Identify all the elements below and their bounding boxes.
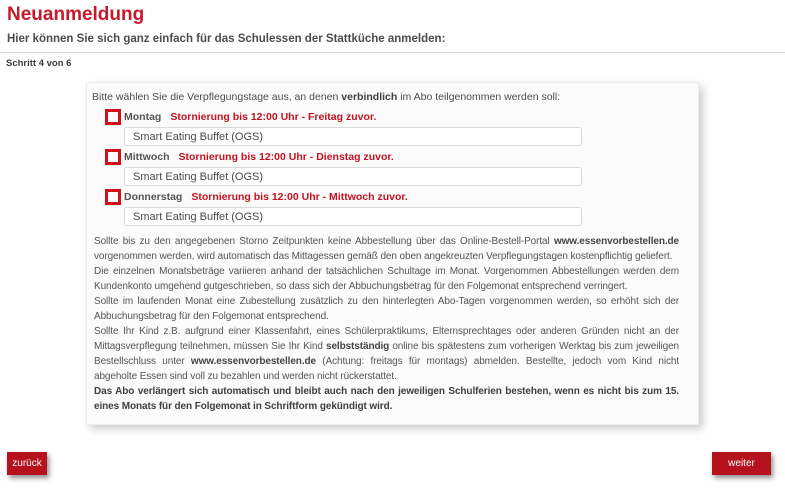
header-divider — [0, 52, 785, 53]
day-checkbox[interactable] — [105, 189, 121, 205]
day-row — [105, 109, 689, 146]
intro-post: im Abo teilgenommen werden soll: — [397, 91, 561, 103]
back-button[interactable]: zurück — [7, 452, 47, 475]
registration-form-box — [86, 82, 699, 425]
day-label: Mittwoch — [124, 151, 170, 163]
cancellation-note: Stornierung bis 12:00 Uhr - Mittwoch zuvor. — [191, 191, 408, 203]
day-checkbox[interactable] — [105, 149, 121, 165]
paragraph-segment: Das Abo verlängert sich automatisch und bleibt auch nach den jeweiligen Schulferien bestehen, wenn es nicht bis zum 15. eines Monats für den Folgemonat in Schriftform gekündigt wird. — [94, 386, 679, 412]
portal-url-bold: www.essenvorbestellen.de — [190, 356, 316, 367]
day-checkbox[interactable] — [105, 109, 121, 125]
paragraph-segment: online bis spätestens zum vorherigen Werktag bis zum jeweiligen Bestellschluss unter — [94, 341, 679, 367]
paragraph — [94, 324, 679, 384]
day-row — [105, 189, 689, 226]
paragraph-segment: Sollte Ihr Kind z.B. aufgrund einer Klassenfahrt, eines Schülerpraktikums, Elternsprechtages oder anderen Gründen nicht an der Mittagsverpflegung teilnehmen, müssen Sie Ihr Kind — [94, 326, 679, 352]
page-title: Neuanmeldung — [7, 4, 145, 25]
paragraph — [94, 264, 679, 294]
meal-input[interactable] — [124, 167, 582, 186]
step-indicator: Schritt 4 von 6 — [6, 58, 72, 69]
paragraph — [94, 234, 679, 264]
next-button[interactable]: weiter — [712, 452, 771, 475]
portal-url-bold: www.essenvorbestellen.de — [553, 236, 679, 247]
day-head — [105, 149, 689, 165]
intro-text — [92, 91, 689, 103]
paragraph-segment: Sollte bis zu den angegebenen Storno Zeitpunkten keine Abbestellung über das Online-Bestell-Portal — [94, 236, 554, 247]
cancellation-note: Stornierung bis 12:00 Uhr - Freitag zuvor. — [170, 111, 377, 123]
paragraph-abo-notice — [94, 384, 679, 414]
intro-bold: verbindlich — [341, 91, 398, 103]
paragraph-segment: Sollte im laufenden Monat eine Zubestellung zusätzlich zu den hinterlegten Abo-Tagen vorgenommen werden, so erhöht sich der Abbuchungsbetrag für den Folgemonat entsprechend. — [94, 296, 679, 322]
cancellation-note: Stornierung bis 12:00 Uhr - Dienstag zuvor. — [178, 151, 394, 163]
intro-pre: Bitte wählen Sie die Verpflegungstage aus, an denen — [92, 91, 342, 103]
paragraph-segment: vorgenommen werden, wird automatisch das Mittagessen gemäß den oben angekreuzten Verpflegungstagen kostenpflichtig geliefert. — [94, 251, 673, 262]
day-label: Montag — [124, 111, 162, 123]
paragraph-segment: Die einzelnen Monatsbeträge variieren anhand der tatsächlichen Schultage im Monat. Vorgenommen Abbestellungen werden dem Kundenkonto umgehend gutgeschrieben, so dass sich der Abbuchungsbetrag für den Folgemonat entsprechend verringert. — [94, 266, 679, 292]
page-subtitle: Hier können Sie sich ganz einfach für das Schulessen der Stattküche anmelden: — [7, 33, 446, 45]
info-text — [94, 234, 679, 414]
day-head — [105, 109, 689, 125]
emphasis-bold: selbstständig — [325, 341, 390, 352]
day-label: Donnerstag — [124, 191, 183, 203]
meal-input[interactable] — [124, 127, 582, 146]
day-row — [105, 149, 689, 186]
meal-input[interactable] — [124, 207, 582, 226]
paragraph-segment: (Achtung: freitags für montags) abmelden. Bestellte, jedoch vom Kind nicht abgeholte Essen sind voll zu bezahlen und werden nicht rückerstattet. — [94, 356, 679, 382]
paragraph — [94, 294, 679, 324]
day-head — [105, 189, 689, 205]
